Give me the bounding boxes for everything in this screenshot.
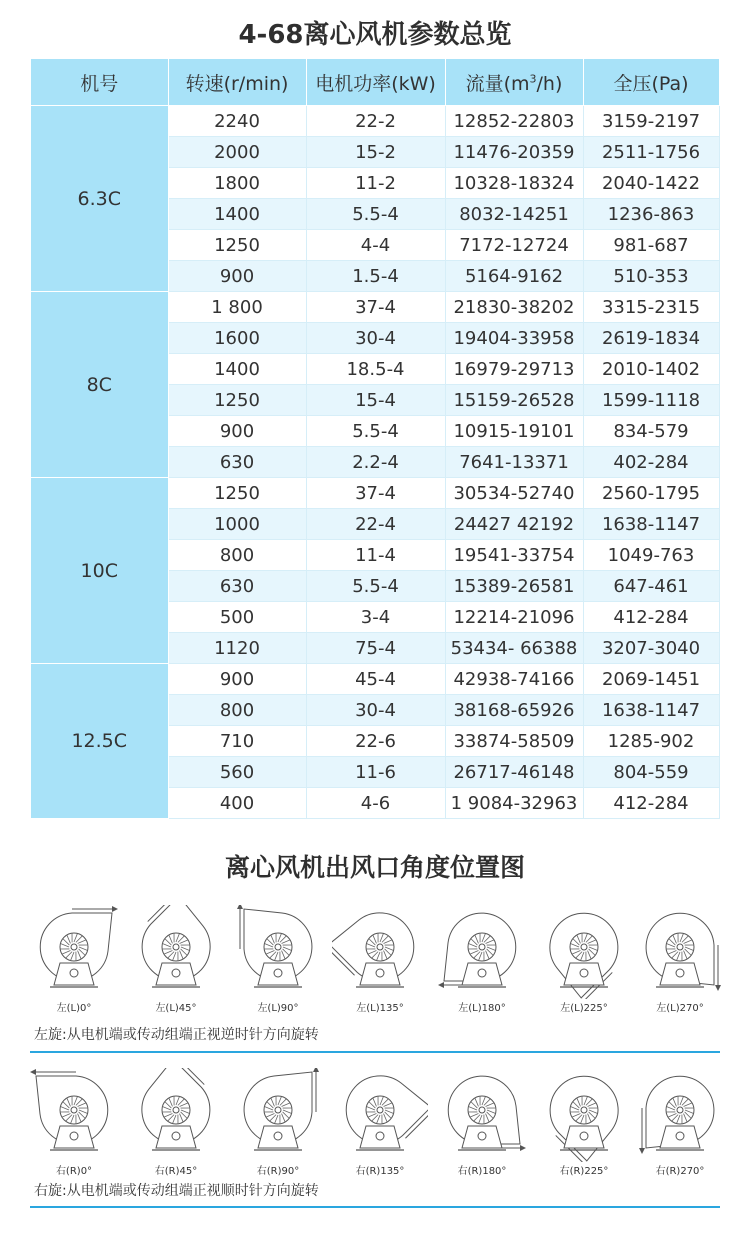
speed-cell: 900 — [168, 664, 306, 695]
power-cell: 75-4 — [306, 633, 445, 664]
fan-outline-icon — [128, 905, 224, 999]
fan-outline-icon — [536, 1068, 632, 1162]
fan-diagram — [128, 1068, 224, 1178]
flow-cell: 5164-9162 — [445, 261, 583, 292]
speed-cell: 900 — [168, 261, 306, 292]
fan-angle-label: 左(L)270° — [656, 1003, 704, 1014]
header-speed: 转速(r/min) — [168, 59, 306, 106]
fan-outline-icon — [26, 905, 122, 999]
fan-diagram — [434, 1068, 530, 1178]
right-rotation-caption: 右旋:从电机端或传动组端正视顺时针方向旋转 — [34, 1183, 319, 1199]
flow-cell: 19404-33958 — [445, 323, 583, 354]
fan-angle-label: 右(R)0° — [55, 1166, 93, 1177]
fan-diagram — [230, 1068, 326, 1178]
pressure-cell: 402-284 — [583, 447, 719, 478]
table-row — [31, 664, 719, 695]
fan-angle-label: 左(L)180° — [458, 1003, 506, 1014]
pressure-cell: 647-461 — [583, 571, 719, 602]
flow-cell: 12852-22803 — [445, 106, 583, 137]
flow-cell: 7172-12724 — [445, 230, 583, 261]
power-cell: 22-6 — [306, 726, 445, 757]
fan-outline-icon — [332, 905, 428, 999]
fan-angle-label: 左(L)90° — [257, 1003, 299, 1014]
table-row — [31, 478, 719, 509]
power-cell: 15-4 — [306, 385, 445, 416]
speed-cell: 710 — [168, 726, 306, 757]
pressure-cell: 3315-2315 — [583, 292, 719, 323]
flow-cell: 10915-19101 — [445, 416, 583, 447]
flow-cell: 11476-20359 — [445, 137, 583, 168]
fan-outline-icon — [536, 905, 632, 999]
page-title: 4-68离心风机参数总览 — [238, 20, 512, 50]
flow-cell: 30534-52740 — [445, 478, 583, 509]
right-rotation-diagrams — [26, 1068, 726, 1178]
power-cell: 5.5-4 — [306, 416, 445, 447]
flow-cell: 8032-14251 — [445, 199, 583, 230]
model-cell: 6.3C — [31, 106, 168, 292]
fan-angle-label: 右(R)135° — [355, 1166, 405, 1177]
pressure-cell: 1599-1118 — [583, 385, 719, 416]
fan-outline-icon — [434, 905, 530, 999]
flow-cell: 12214-21096 — [445, 602, 583, 633]
flow-cell: 26717-46148 — [445, 757, 583, 788]
power-cell: 37-4 — [306, 478, 445, 509]
header-row — [31, 59, 719, 106]
speed-cell: 2000 — [168, 137, 306, 168]
fan-diagram — [26, 905, 122, 1015]
speed-cell: 630 — [168, 447, 306, 478]
fan-diagram — [632, 1068, 728, 1178]
fan-outline-icon — [230, 1068, 326, 1162]
power-cell: 4-6 — [306, 788, 445, 819]
speed-cell: 560 — [168, 757, 306, 788]
power-cell: 30-4 — [306, 323, 445, 354]
flow-cell: 16979-29713 — [445, 354, 583, 385]
pressure-cell: 2560-1795 — [583, 478, 719, 509]
flow-cell: 33874-58509 — [445, 726, 583, 757]
pressure-cell: 2010-1402 — [583, 354, 719, 385]
flow-cell: 53434- 66388 — [445, 633, 583, 664]
speed-cell: 800 — [168, 695, 306, 726]
left-rotation-caption: 左旋:从电机端或传动组端正视逆时针方向旋转 — [34, 1027, 319, 1043]
power-cell: 18.5-4 — [306, 354, 445, 385]
speed-cell: 1250 — [168, 230, 306, 261]
power-cell: 15-2 — [306, 137, 445, 168]
speed-cell: 2240 — [168, 106, 306, 137]
power-cell: 5.5-4 — [306, 571, 445, 602]
header-model: 机号 — [31, 59, 168, 106]
fan-outline-icon — [434, 1068, 530, 1162]
speed-cell: 800 — [168, 540, 306, 571]
fan-diagram — [536, 905, 632, 1015]
pressure-cell: 412-284 — [583, 788, 719, 819]
header-flow — [445, 59, 583, 106]
flow-cell: 7641-13371 — [445, 447, 583, 478]
speed-cell: 630 — [168, 571, 306, 602]
fan-diagram — [332, 905, 428, 1015]
fan-angle-label: 左(L)0° — [56, 1003, 92, 1014]
pressure-cell: 981-687 — [583, 230, 719, 261]
divider-line — [30, 1051, 720, 1053]
power-cell: 3-4 — [306, 602, 445, 633]
power-cell: 1.5-4 — [306, 261, 445, 292]
power-cell: 2.2-4 — [306, 447, 445, 478]
flow-cell: 10328-18324 — [445, 168, 583, 199]
flow-cell: 19541-33754 — [445, 540, 583, 571]
flow-cell: 21830-38202 — [445, 292, 583, 323]
speed-cell: 1600 — [168, 323, 306, 354]
speed-cell: 1400 — [168, 199, 306, 230]
pressure-cell: 1236-863 — [583, 199, 719, 230]
fan-angle-label: 右(R)180° — [457, 1166, 507, 1177]
fan-angle-label: 右(R)90° — [256, 1166, 300, 1177]
power-cell: 4-4 — [306, 230, 445, 261]
fan-diagram — [230, 905, 326, 1015]
power-cell: 22-2 — [306, 106, 445, 137]
power-cell: 5.5-4 — [306, 199, 445, 230]
fan-diagram — [128, 905, 224, 1015]
table-row — [31, 106, 719, 137]
flow-cell: 24427 42192 — [445, 509, 583, 540]
speed-cell: 400 — [168, 788, 306, 819]
table-row — [31, 292, 719, 323]
flow-cell: 42938-74166 — [445, 664, 583, 695]
speed-cell: 900 — [168, 416, 306, 447]
speed-cell: 1800 — [168, 168, 306, 199]
pressure-cell: 2069-1451 — [583, 664, 719, 695]
speed-cell: 1250 — [168, 478, 306, 509]
speed-cell: 1120 — [168, 633, 306, 664]
power-cell: 45-4 — [306, 664, 445, 695]
fan-diagram — [332, 1068, 428, 1178]
speed-cell: 1000 — [168, 509, 306, 540]
fan-diagram — [632, 905, 728, 1015]
header-power: 电机功率(kW) — [306, 59, 445, 106]
fan-diagram — [434, 905, 530, 1015]
pressure-cell: 1638-1147 — [583, 509, 719, 540]
header-flow-text: 流量(m — [465, 72, 530, 95]
power-cell: 11-6 — [306, 757, 445, 788]
fan-angle-label: 左(L)225° — [560, 1003, 608, 1014]
header-flow-sup: 3 — [529, 72, 537, 86]
fan-angle-label: 左(L)45° — [155, 1003, 197, 1014]
pressure-cell: 3159-2197 — [583, 106, 719, 137]
pressure-cell: 3207-3040 — [583, 633, 719, 664]
speed-cell: 1250 — [168, 385, 306, 416]
pressure-cell: 1285-902 — [583, 726, 719, 757]
model-cell: 12.5C — [31, 664, 168, 819]
power-cell: 30-4 — [306, 695, 445, 726]
diagram-title: 离心风机出风口角度位置图 — [224, 853, 525, 882]
flow-cell: 15389-26581 — [445, 571, 583, 602]
fan-diagram — [26, 1068, 122, 1178]
power-cell: 11-4 — [306, 540, 445, 571]
fan-angle-label: 右(R)45° — [154, 1166, 198, 1177]
power-cell: 11-2 — [306, 168, 445, 199]
pressure-cell: 2511-1756 — [583, 137, 719, 168]
pressure-cell: 510-353 — [583, 261, 719, 292]
speed-cell: 500 — [168, 602, 306, 633]
fan-angle-label: 右(R)270° — [655, 1166, 705, 1177]
divider-line-bottom — [30, 1206, 720, 1208]
pressure-cell: 2619-1834 — [583, 323, 719, 354]
model-cell: 8C — [31, 292, 168, 478]
pressure-cell: 1049-763 — [583, 540, 719, 571]
flow-cell: 1 9084-32963 — [445, 788, 583, 819]
fan-outline-icon — [632, 1068, 728, 1162]
spec-table — [31, 59, 720, 819]
fan-outline-icon — [128, 1068, 224, 1162]
fan-angle-label: 右(R)225° — [559, 1166, 609, 1177]
power-cell: 37-4 — [306, 292, 445, 323]
fan-diagram — [536, 1068, 632, 1178]
flow-cell: 15159-26528 — [445, 385, 583, 416]
flow-cell: 38168-65926 — [445, 695, 583, 726]
power-cell: 22-4 — [306, 509, 445, 540]
fan-outline-icon — [332, 1068, 428, 1162]
fan-outline-icon — [230, 905, 326, 999]
pressure-cell: 1638-1147 — [583, 695, 719, 726]
pressure-cell: 412-284 — [583, 602, 719, 633]
fan-outline-icon — [632, 905, 728, 999]
left-rotation-diagrams — [26, 905, 726, 1015]
speed-cell: 1400 — [168, 354, 306, 385]
pressure-cell: 804-559 — [583, 757, 719, 788]
header-flow-unit: /h) — [536, 72, 563, 95]
pressure-cell: 834-579 — [583, 416, 719, 447]
speed-cell: 1 800 — [168, 292, 306, 323]
fan-outline-icon — [26, 1068, 122, 1162]
fan-angle-label: 左(L)135° — [356, 1003, 404, 1014]
header-pressure: 全压(Pa) — [583, 59, 719, 106]
pressure-cell: 2040-1422 — [583, 168, 719, 199]
model-cell: 10C — [31, 478, 168, 664]
